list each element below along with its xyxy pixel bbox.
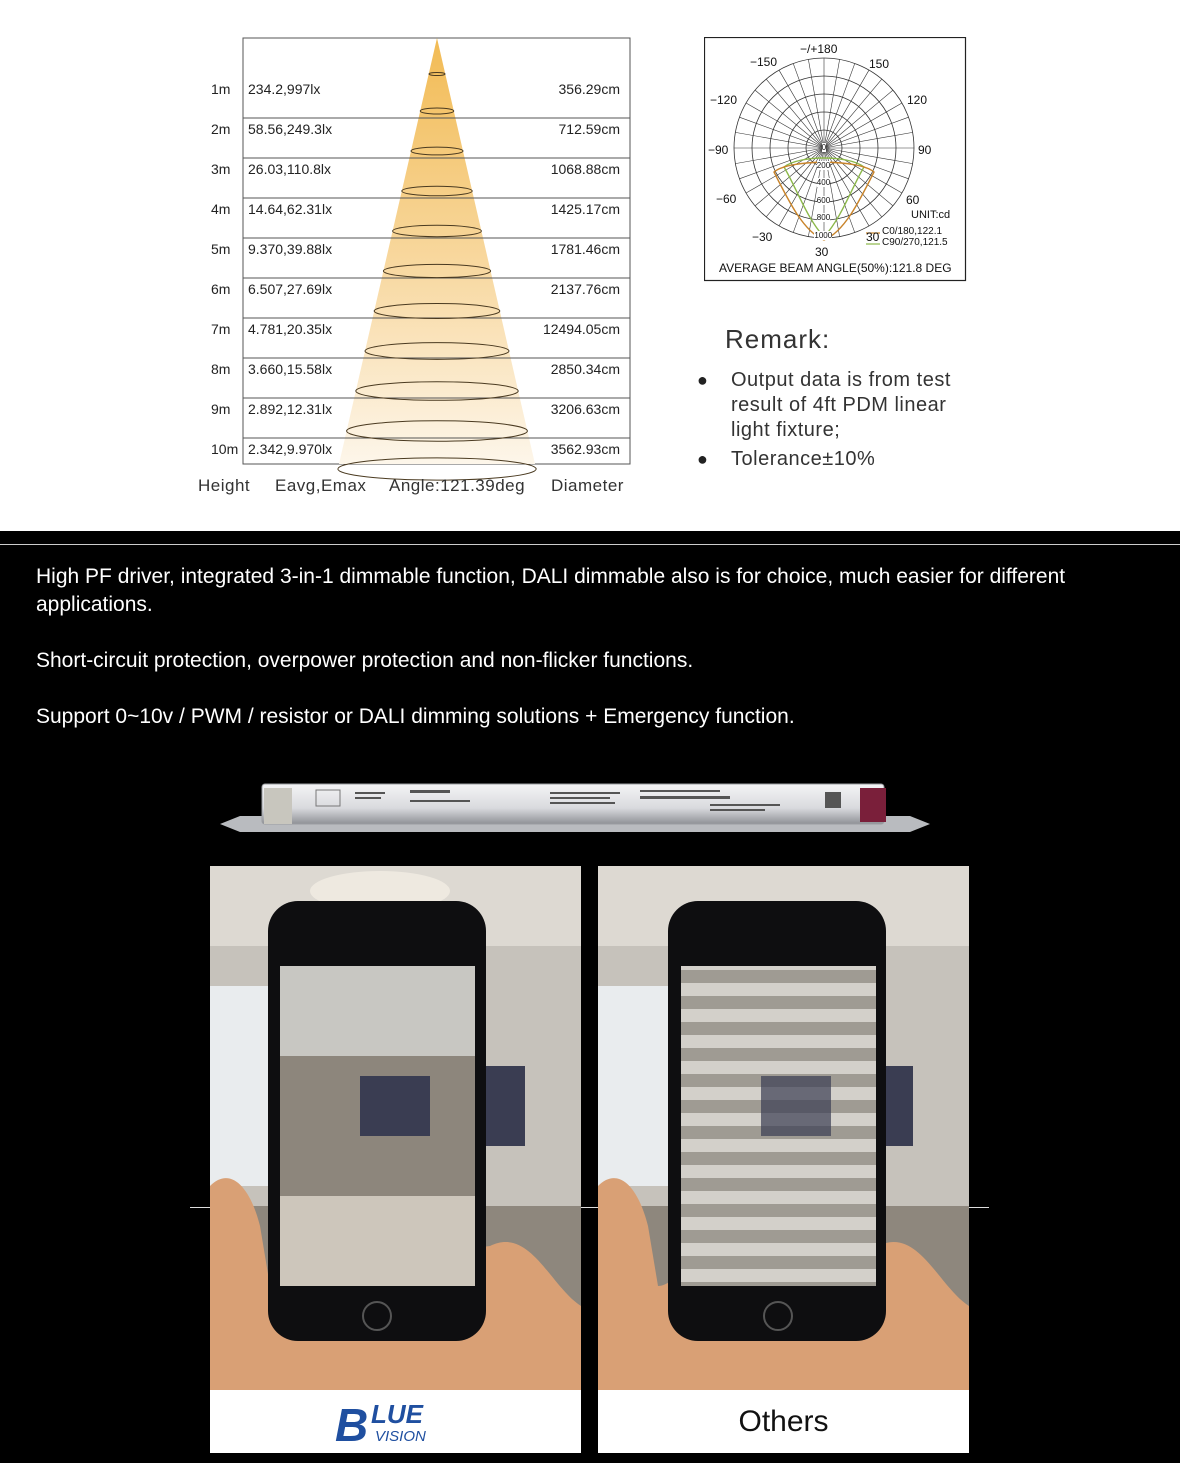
legend-c90: C90/270,121.5: [882, 237, 948, 248]
row-diameter: 2137.76cm: [550, 281, 620, 297]
row-diameter: 3562.93cm: [550, 441, 620, 457]
remark-item: Tolerance±10%: [731, 448, 876, 470]
row-diameter: 712.59cm: [558, 121, 620, 137]
height-label: Height: [198, 476, 251, 495]
row-eavg-emax: 2.342,9.970lx: [248, 441, 333, 457]
angle-n120: −120: [710, 93, 738, 107]
ring-label: 1000: [814, 230, 833, 240]
bluevision-panel: [210, 866, 581, 1453]
row-eavg-emax: 9.370,39.88lx: [248, 241, 333, 257]
row-height: 6m: [211, 281, 231, 297]
angle-top: −/+180: [800, 42, 838, 56]
eavg-label: Eavg,Emax: [275, 476, 367, 495]
row-height: 2m: [211, 121, 231, 137]
led-driver-image: [220, 776, 930, 846]
phone-scene-image: [210, 866, 581, 1390]
svg-text:LUE: LUE: [370, 1398, 423, 1429]
row-eavg-emax: 58.56,249.3lx: [248, 121, 333, 137]
phone-scene-flicker-image: [598, 866, 969, 1390]
row-diameter: 2850.34cm: [550, 361, 620, 377]
angle-p30: 30: [866, 230, 880, 244]
brand-logo: [210, 1390, 581, 1453]
remark-bullet: ●: [697, 449, 708, 469]
remark-title: Remark:: [725, 324, 831, 354]
ring-label: 0: [821, 143, 827, 152]
legend-c0: C0/180,122.1: [882, 226, 943, 237]
row-eavg-emax: 14.64,62.31lx: [248, 201, 333, 217]
guide-line: [581, 1207, 598, 1208]
remark-bullet: ●: [697, 370, 708, 390]
row-diameter: 3206.63cm: [550, 401, 620, 417]
row-height: 5m: [211, 241, 231, 257]
row-diameter: 356.29cm: [558, 81, 620, 97]
row-height: 4m: [211, 201, 231, 217]
angle-n150: −150: [750, 55, 778, 69]
row-eavg-emax: 26.03,110.8lx: [248, 161, 332, 177]
angle-p60: 60: [906, 193, 920, 207]
angle-p90: 90: [918, 143, 932, 157]
ring-label: 800: [816, 213, 831, 222]
row-diameter: 12494.05cm: [542, 321, 620, 337]
row-eavg-emax: 6.507,27.69lx: [248, 281, 333, 297]
angle-label: Angle:121.39deg: [389, 476, 526, 495]
others-label: Others: [738, 1404, 829, 1438]
svg-text:VISION: VISION: [374, 1427, 426, 1445]
angle-n60: −60: [716, 192, 737, 206]
row-height: 8m: [211, 361, 231, 377]
photometric-section: [0, 0, 1180, 531]
row-eavg-emax: 3.660,15.58lx: [248, 361, 333, 377]
ring-label: 200: [816, 160, 831, 170]
ring-label: 600: [816, 195, 831, 205]
row-eavg-emax: 2.892,12.31lx: [248, 401, 333, 417]
polar-unit: UNIT:cd: [911, 209, 951, 221]
guide-line: [969, 1207, 989, 1208]
feature-text: Support 0~10v / PWM / resistor or DALI dimming solutions + Emergency function.: [36, 705, 795, 728]
row-height: 7m: [211, 321, 231, 337]
diameter-label: Diameter: [551, 476, 624, 495]
row-height: 10m: [211, 441, 239, 457]
guide-line: [190, 1207, 210, 1208]
angle-bottom: 30: [815, 245, 829, 259]
row-eavg-emax: 234.2,997lx: [248, 81, 321, 97]
row-height: 1m: [211, 81, 231, 97]
angle-n90: −90: [708, 143, 729, 157]
row-diameter: 1425.17cm: [550, 201, 620, 217]
section-divider: [0, 544, 1180, 545]
row-height: 3m: [211, 161, 231, 177]
remark-item: Output data is from test result of 4ft PDM linear light fixture;: [731, 369, 951, 441]
row-diameter: 1781.46cm: [550, 241, 620, 257]
feature-text: Short-circuit protection, overpower protection and non-flicker functions.: [36, 649, 694, 672]
svg-text:B: B: [334, 1398, 368, 1447]
row-height: 9m: [211, 401, 231, 417]
angle-p120: 120: [907, 93, 928, 107]
row-eavg-emax: 4.781,20.35lx: [248, 321, 333, 337]
row-diameter: 1068.88cm: [550, 161, 620, 177]
ring-label: 400: [816, 178, 831, 187]
feature-text: High PF driver, integrated 3-in-1 dimmable function, DALI dimmable also is for choice, much easier for different applications.: [36, 565, 1066, 616]
others-panel: [598, 866, 969, 1453]
polar-caption: AVERAGE BEAM ANGLE(50%):121.8 DEG: [719, 261, 952, 275]
angle-n30: −30: [752, 230, 773, 244]
others-label-box: [598, 1390, 969, 1453]
angle-p150: 150: [869, 57, 890, 71]
